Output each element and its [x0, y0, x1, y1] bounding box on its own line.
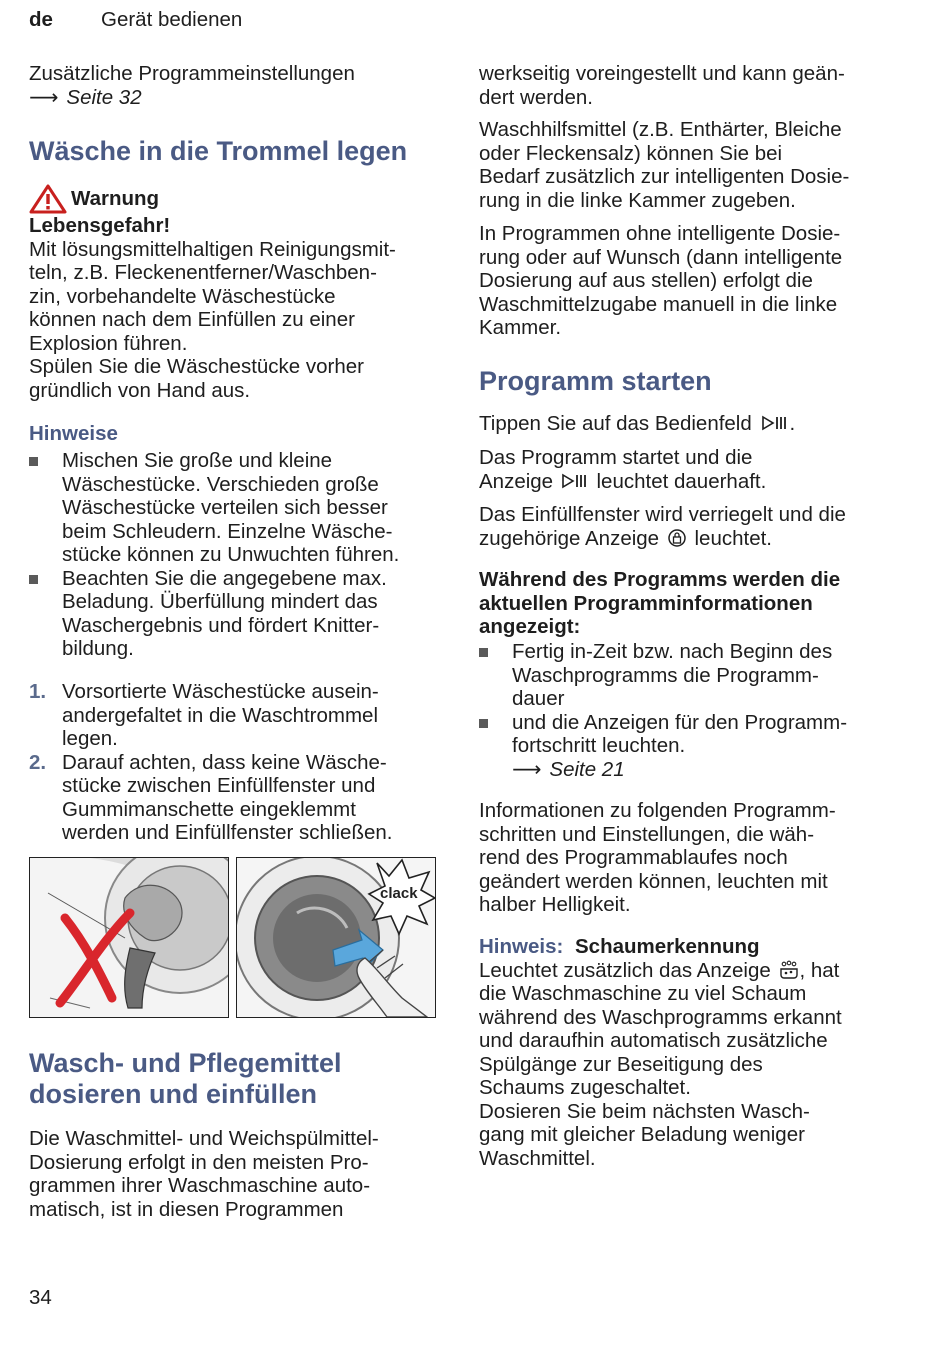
- text-line: und daraufhin automatisch zusätzliche: [479, 1029, 828, 1052]
- start-pause-icon: [561, 473, 589, 489]
- dosing-line: grammen ihrer Waschmaschine auto-: [29, 1174, 371, 1197]
- warning-line: Spülen Sie die Wäschestücke vorher: [29, 355, 365, 378]
- section-heading-start: Programm starten: [479, 366, 712, 396]
- start-instruction: [479, 412, 795, 436]
- text-line: Das Einfüllfenster wird verriegelt und die: [479, 503, 846, 526]
- section-dosing: [29, 1048, 449, 1221]
- dosing-paragraph: [29, 1127, 449, 1221]
- hint-line: Wäschestücke. Verschieden große: [62, 472, 379, 496]
- text-fragment: zugehörige Anzeige: [479, 526, 660, 550]
- warning-line: können nach dem Einfüllen zu einer: [29, 308, 355, 331]
- text-line: schritten und Einstellungen, die wäh-: [479, 822, 815, 846]
- clack-sound-label: clack: [380, 885, 418, 902]
- text-line: Während des Programms werden die: [479, 568, 841, 591]
- text-line: Fertig in-Zeit bzw. nach Beginn des: [512, 640, 833, 663]
- section-heading-dosing-line: dosieren und einfüllen: [29, 1079, 318, 1109]
- step-item: [29, 680, 449, 751]
- text-line: dauer: [512, 687, 565, 710]
- hints-heading: Hinweise: [29, 422, 118, 445]
- program-info-list: [479, 640, 919, 781]
- additives-paragraph: [479, 118, 849, 212]
- start-text: Tippen Sie auf das Bedienfeld: [479, 412, 752, 435]
- text-line: aktuellen Programminformationen: [479, 591, 813, 615]
- warning-line: zin, vorbehandelte Wäschestücke: [29, 284, 336, 308]
- text-fragment: Anzeige: [479, 469, 554, 493]
- text-line: Schaums zugeschaltet.: [479, 1076, 691, 1099]
- step-line: Vorsortierte Wäschestücke ausein-: [62, 680, 379, 703]
- reference-arrow-icon: ⟶: [29, 85, 59, 109]
- danger-label: Lebensgefahr!: [29, 214, 171, 237]
- text-line: werkseitig voreingestellt und kann geän-: [479, 62, 845, 85]
- list-item: [479, 711, 919, 782]
- step-number: 2.: [29, 750, 47, 774]
- hint-line: Beladung. Überfüllung mindert das: [62, 590, 378, 613]
- progress-reference-label: Seite 21: [549, 757, 625, 781]
- text-line: Das Programm startet und die: [479, 446, 753, 469]
- bullet-icon: [29, 457, 38, 466]
- hint-label: Hinweis:: [479, 935, 564, 958]
- text-line: halber Helligkeit.: [479, 893, 631, 916]
- dosing-line: Die Waschmittel- und Weichspülmittel-: [29, 1127, 379, 1150]
- program-info-intro: [479, 568, 840, 639]
- list-item: [479, 640, 919, 711]
- warning-line: Explosion führen.: [29, 331, 188, 355]
- foam-hint-heading: [479, 935, 919, 959]
- hint-line: beim Schleudern. Einzelne Wäsche-: [62, 519, 393, 543]
- hint-line: Wäschestücke verteilen sich besser: [62, 496, 388, 519]
- text-line: rung in die linke Kammer zugeben.: [479, 188, 796, 212]
- text-line: die Waschmaschine zu viel Schaum: [479, 982, 807, 1005]
- step-line: stücke zwischen Einfüllfenster und: [62, 774, 376, 797]
- hints-list: [29, 449, 449, 661]
- step-line: Darauf achten, dass keine Wäsche-: [62, 750, 387, 774]
- text-line: rend des Programmablaufes noch: [479, 846, 788, 869]
- text-line: [479, 959, 919, 983]
- text-line: während des Waschprogramms erkannt: [479, 1005, 842, 1029]
- step-number: 1.: [29, 680, 47, 703]
- text-fragment: , hat: [799, 958, 840, 982]
- text-line: Spülgänge zur Beseitigung des: [479, 1052, 763, 1076]
- dosing-line: matisch, ist in diesen Programmen: [29, 1197, 344, 1221]
- text-line: gang mit gleicher Beladung weniger: [479, 1123, 805, 1146]
- chapter-title: Gerät bedienen: [101, 8, 243, 31]
- text-fragment: Leuchtet zusätzlich das Anzeige: [479, 958, 771, 982]
- text-line: angezeigt:: [479, 615, 581, 638]
- hint-line: stücke können zu Unwuchten führen.: [62, 543, 400, 566]
- hint-line: Mischen Sie große und kleine: [62, 449, 333, 472]
- bullet-icon: [29, 575, 38, 584]
- steps-list: [29, 680, 449, 845]
- text-line: Dosierung auf aus stellen) erfolgt die: [479, 269, 813, 292]
- text-line: Informationen zu folgenden Programm-: [479, 799, 836, 822]
- door-locked-paragraph: [479, 503, 846, 550]
- page-number: 34: [29, 1286, 52, 1309]
- program-starts-paragraph: [479, 446, 766, 493]
- warning-triangle-icon: [29, 184, 67, 214]
- intro-text: Zusätzliche Programmeinstellungen: [29, 62, 355, 85]
- hint-line: Waschergebnis und fördert Knitter-: [62, 613, 380, 637]
- intro-paragraph: [29, 62, 355, 109]
- section-heading-dosing-line: Wasch- und Pflegemittel: [29, 1048, 342, 1078]
- text-fragment: leuchtet dauerhaft.: [596, 469, 767, 493]
- warning-text: [29, 238, 449, 403]
- text-line: Kammer.: [479, 316, 562, 339]
- illustration-close-door: [236, 857, 436, 1018]
- dosing-continued: [479, 62, 845, 109]
- text-line: Waschhilfsmittel (z.B. Enthärter, Bleiche: [479, 118, 842, 141]
- warning-label: Warnung: [71, 187, 160, 211]
- text-line: In Programmen ohne intelligente Dosie-: [479, 222, 841, 245]
- warning-line: gründlich von Hand aus.: [29, 378, 251, 402]
- list-item: [29, 567, 449, 661]
- text-line: Waschmittelzugabe manuell in die linke: [479, 292, 838, 316]
- foam-hint-block: [479, 935, 919, 1170]
- text-line: geändert werden können, leuchten mit: [479, 869, 828, 893]
- hint-line: Beachten Sie die angegebene max.: [62, 566, 387, 590]
- bullet-icon: [479, 719, 488, 728]
- text-line: Dosieren Sie beim nächsten Wasch-: [479, 1099, 810, 1123]
- hint-title: Schaumerkennung: [575, 935, 760, 958]
- step-item: [29, 751, 449, 845]
- dosing-line: Dosierung erfolgt in den meisten Pro-: [29, 1150, 369, 1174]
- section-heading-laundry: Wäsche in die Trommel legen: [29, 136, 408, 166]
- text-line: Waschprogramms die Programm-: [512, 663, 819, 687]
- text-line: dert werden.: [479, 85, 593, 109]
- warning-block: [29, 184, 449, 402]
- door-lock-icon: [667, 528, 687, 548]
- warning-line: Mit lösungsmittelhaltigen Reinigungsmit-: [29, 237, 396, 261]
- text-line: [479, 470, 766, 494]
- illustration-wrong-loading: [29, 857, 229, 1018]
- manual-dosing-paragraph: [479, 222, 842, 340]
- wrong-loading-drawing: [30, 858, 228, 1017]
- progress-reference[interactable]: [512, 758, 919, 782]
- text-line: und die Anzeigen für den Programm-: [512, 710, 848, 734]
- close-door-drawing: [237, 858, 435, 1017]
- text-line: [479, 527, 846, 551]
- text-line: oder Fleckensalz) können Sie bei: [479, 141, 783, 165]
- text-line: fortschritt leuchten.: [512, 734, 686, 757]
- step-line: legen.: [62, 727, 118, 750]
- text-line: Waschmittel.: [479, 1146, 596, 1170]
- text-line: Bedarf zusätzlich zur intelligenten Dosie-: [479, 165, 850, 188]
- warning-line: teln, z.B. Fleckenentferner/Waschben-: [29, 261, 377, 284]
- foam-icon: [779, 960, 799, 980]
- reference-arrow-icon: ⟶: [512, 757, 542, 781]
- text-fragment: leuchtet.: [694, 526, 772, 550]
- start-text-end: .: [789, 412, 796, 435]
- intro-reference[interactable]: [29, 86, 355, 110]
- step-line: werden und Einfüllfenster schließen.: [62, 821, 393, 844]
- half-brightness-paragraph: [479, 799, 836, 917]
- language-code: de: [29, 8, 53, 31]
- step-line: andergefaltet in die Waschtrommel: [62, 703, 378, 727]
- hint-line: bildung.: [62, 637, 134, 660]
- bullet-icon: [479, 648, 488, 657]
- list-item: [29, 449, 449, 567]
- step-line: Gummimanschette eingeklemmt: [62, 797, 356, 821]
- text-line: rung oder auf Wunsch (dann intelligente: [479, 245, 843, 269]
- intro-reference-label: Seite 32: [66, 85, 142, 109]
- start-pause-icon: [761, 415, 789, 431]
